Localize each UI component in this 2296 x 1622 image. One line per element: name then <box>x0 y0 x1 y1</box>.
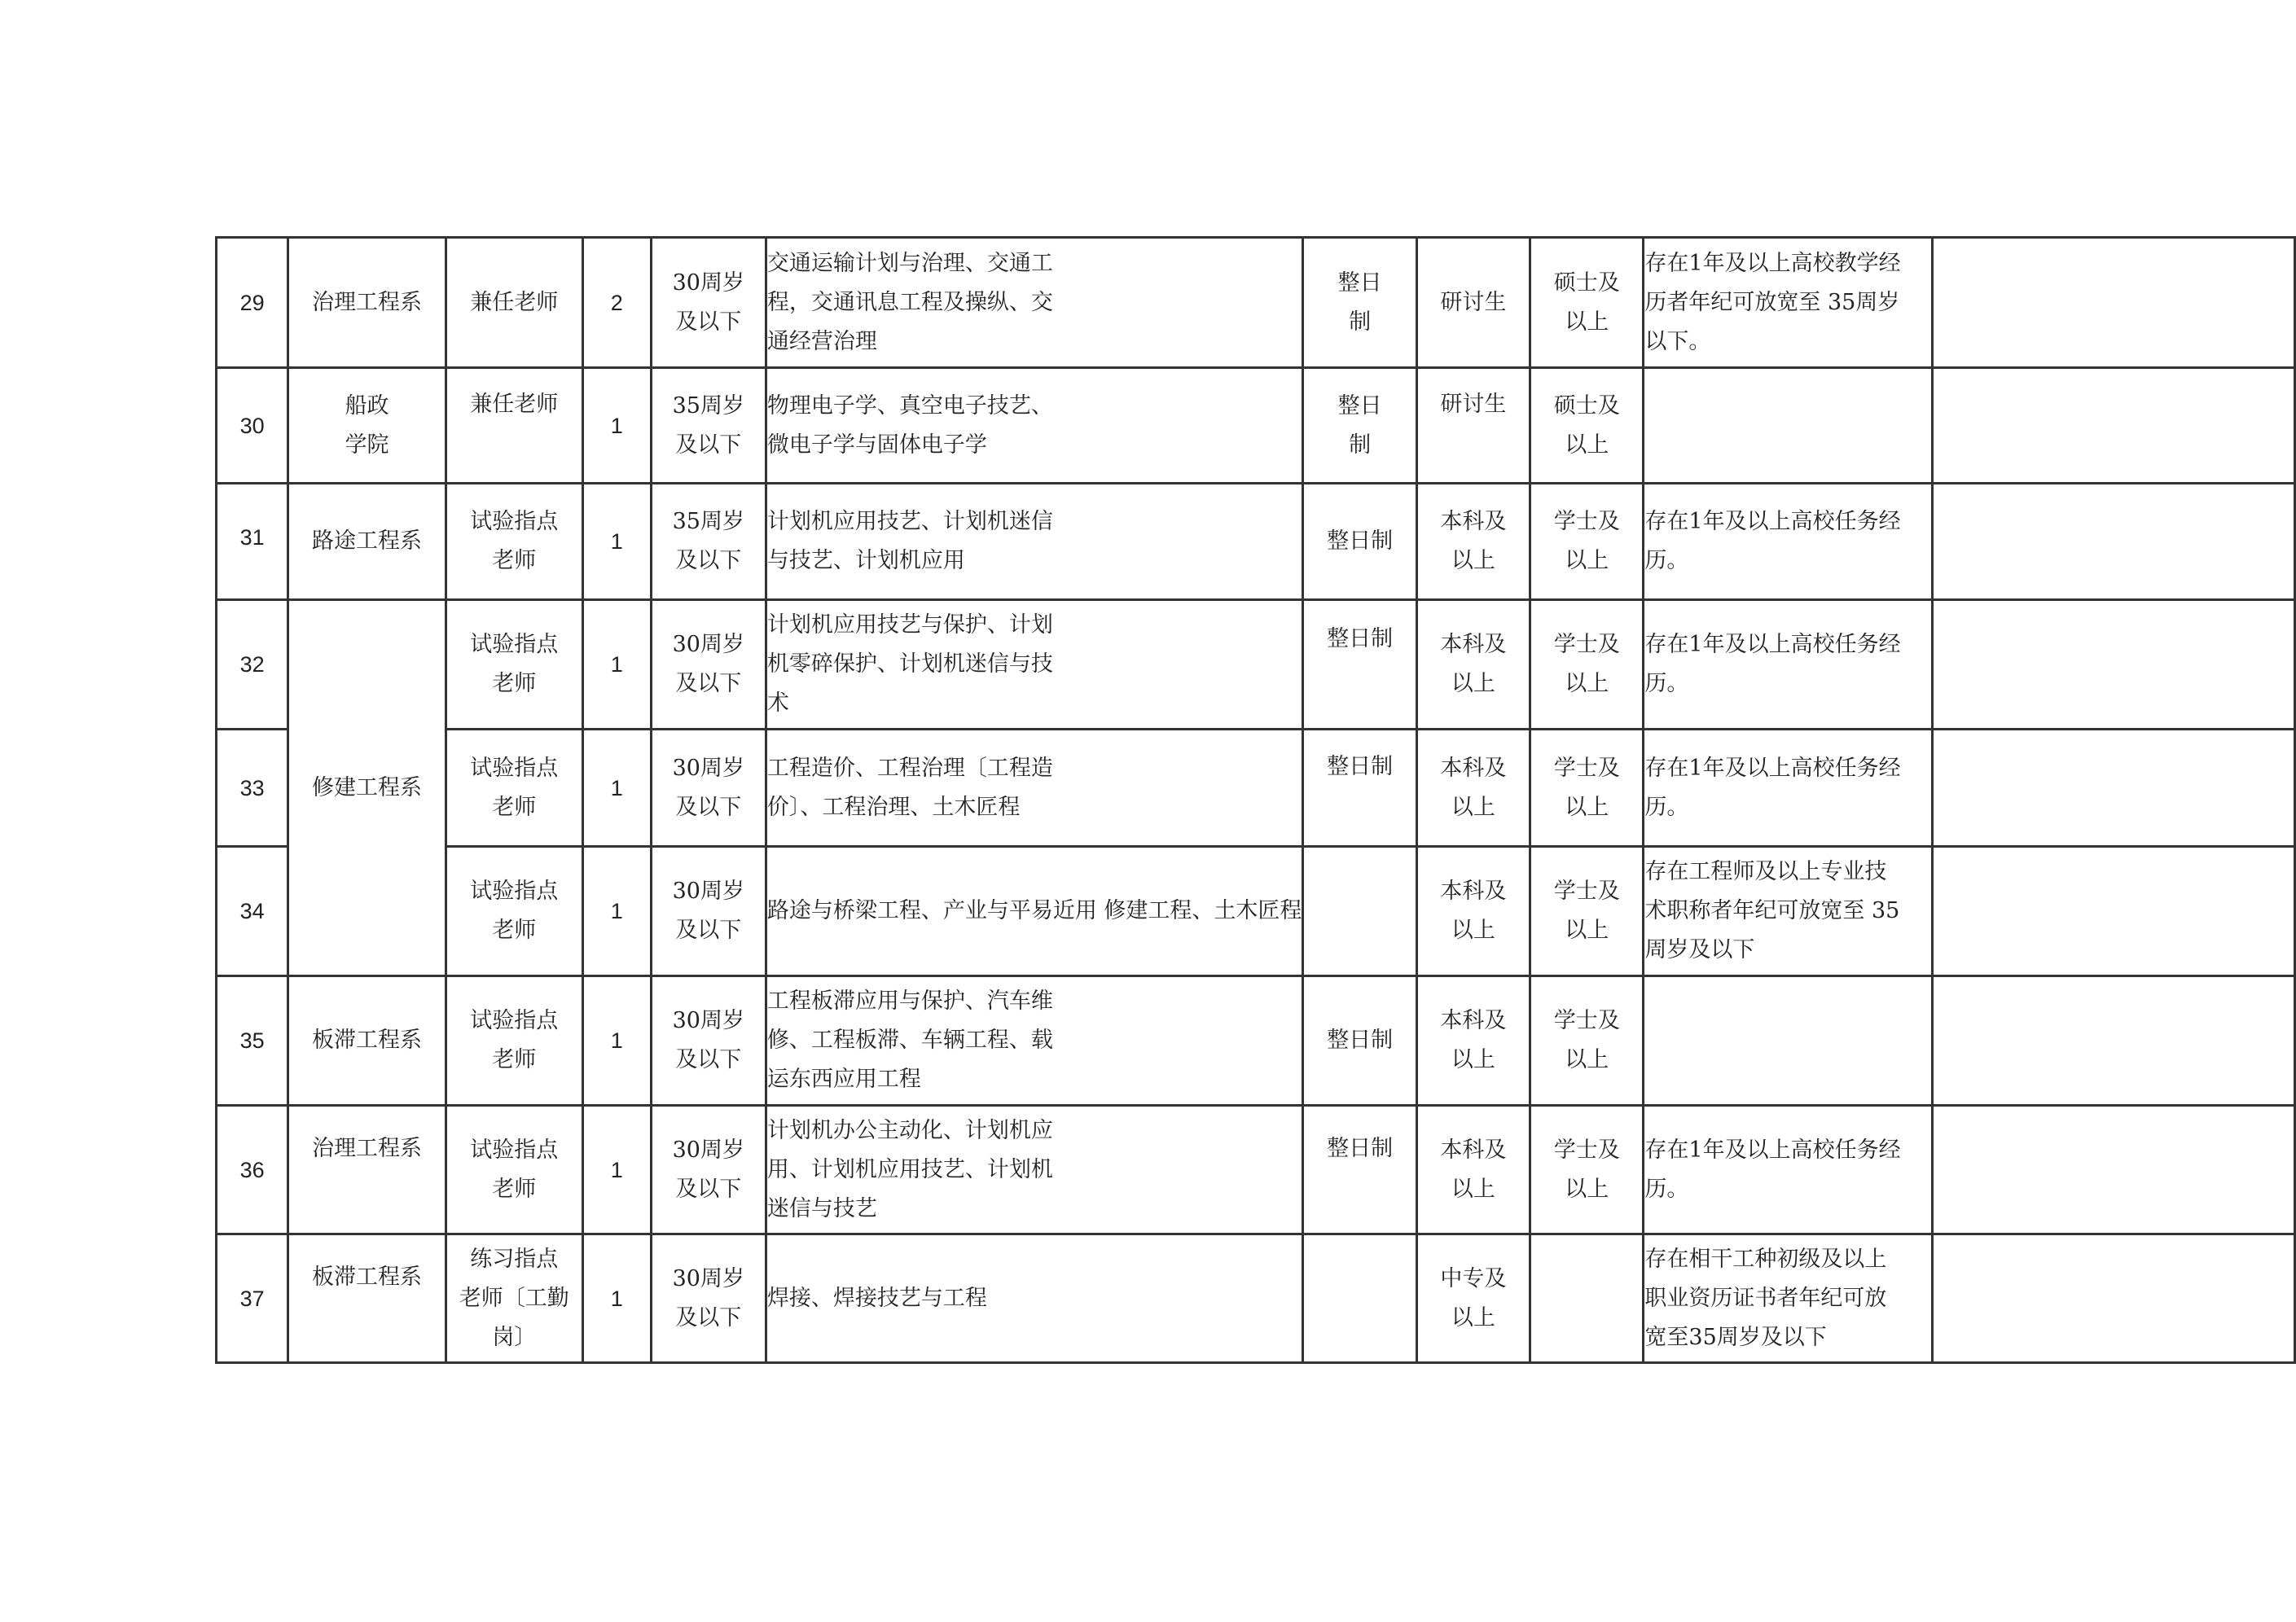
headcount-cell: 1 <box>582 847 651 976</box>
notes-cell <box>1932 600 2294 730</box>
row-number: 32 <box>217 600 288 730</box>
position-cell: 练习指点 老师〔工勤 岗〕 <box>446 1234 582 1363</box>
study-form-cell <box>1303 847 1416 976</box>
age-limit-cell: 30周岁 及以下 <box>651 1106 766 1234</box>
age-limit-cell: 30周岁 及以下 <box>651 847 766 976</box>
major-cell: 焊接、焊接技艺与工程 <box>766 1234 1303 1363</box>
degree-cell: 学士及 以上 <box>1530 847 1644 976</box>
requirements-cell: 存在1年及以上高校教学经 历者年纪可放宽至 35周岁 以下。 <box>1644 238 1932 368</box>
education-cell: 本科及 以上 <box>1416 1106 1530 1234</box>
age-limit-cell: 35周岁 及以下 <box>651 368 766 484</box>
headcount-cell: 1 <box>582 1234 651 1363</box>
row-number: 31 <box>217 484 288 600</box>
requirements-cell <box>1644 368 1932 484</box>
notes-cell <box>1932 238 2294 368</box>
degree-cell: 学士及 以上 <box>1530 730 1644 847</box>
headcount-cell: 2 <box>582 238 651 368</box>
headcount-cell: 1 <box>582 1106 651 1234</box>
table-row <box>217 238 2295 368</box>
table-row <box>217 368 2295 484</box>
major-cell: 计划机应用技艺、计划机迷信 与技艺、计划机应用 <box>766 484 1303 600</box>
age-limit-cell: 35周岁 及以下 <box>651 484 766 600</box>
major-cell: 计划机办公主动化、计划机应 用、计划机应用技艺、计划机 迷信与技艺 <box>766 1106 1303 1234</box>
age-limit-cell: 30周岁 及以下 <box>651 238 766 368</box>
table-row <box>217 1106 2295 1234</box>
position-cell: 试验指点 老师 <box>446 484 582 600</box>
major-cell: 工程造价、工程治理〔工程造 价〕、工程治理、土木匠程 <box>766 730 1303 847</box>
education-cell: 本科及 以上 <box>1416 730 1530 847</box>
major-cell: 交通运输计划与治理、交通工 程，交通讯息工程及操纵、交 通经营治理 <box>766 238 1303 368</box>
department-cell: 路途工程系 <box>288 484 446 600</box>
headcount-cell: 1 <box>582 730 651 847</box>
degree-cell: 学士及 以上 <box>1530 976 1644 1106</box>
degree-cell: 学士及 以上 <box>1530 1106 1644 1234</box>
degree-cell: 硕士及 以上 <box>1530 368 1644 484</box>
notes-cell <box>1932 1106 2294 1234</box>
table-row <box>217 1234 2295 1363</box>
education-cell: 研讨生 <box>1416 368 1530 484</box>
notes-cell <box>1932 368 2294 484</box>
age-limit-cell: 30周岁 及以下 <box>651 730 766 847</box>
education-cell: 本科及 以上 <box>1416 484 1530 600</box>
notes-cell <box>1932 847 2294 976</box>
study-form-cell: 整日制 <box>1303 600 1416 730</box>
requirements-cell: 存在1年及以上高校任务经 历。 <box>1644 484 1932 600</box>
study-form-cell: 整日制 <box>1303 976 1416 1106</box>
requirements-cell: 存在1年及以上高校任务经 历。 <box>1644 1106 1932 1234</box>
notes-cell <box>1932 976 2294 1106</box>
major-cell: 物理电子学、真空电子技艺、 微电子学与固体电子学 <box>766 368 1303 484</box>
study-form-cell: 整日 制 <box>1303 238 1416 368</box>
position-cell: 兼任老师 <box>446 238 582 368</box>
major-cell: 路途与桥梁工程、产业与平易近用 修建工程、土木匠程 <box>766 847 1303 976</box>
row-number: 34 <box>217 847 288 976</box>
study-form-cell: 整日 制 <box>1303 368 1416 484</box>
requirements-cell: 存在1年及以上高校任务经 历。 <box>1644 600 1932 730</box>
row-number: 30 <box>217 368 288 484</box>
department-cell: 治理工程系 <box>288 238 446 368</box>
recruitment-table-container <box>215 236 2296 1364</box>
row-number: 36 <box>217 1106 288 1234</box>
position-cell: 试验指点 老师 <box>446 600 582 730</box>
recruitment-table <box>215 236 2296 1364</box>
education-cell: 中专及 以上 <box>1416 1234 1530 1363</box>
degree-cell: 学士及 以上 <box>1530 484 1644 600</box>
table-row <box>217 976 2295 1106</box>
education-cell: 本科及 以上 <box>1416 976 1530 1106</box>
major-cell: 工程板滞应用与保护、汽车维 修、工程板滞、车辆工程、载 运东西应用工程 <box>766 976 1303 1106</box>
notes-cell <box>1932 730 2294 847</box>
notes-cell <box>1932 1234 2294 1363</box>
education-cell: 研讨生 <box>1416 238 1530 368</box>
position-cell: 试验指点 老师 <box>446 1106 582 1234</box>
row-number: 33 <box>217 730 288 847</box>
notes-cell <box>1932 484 2294 600</box>
headcount-cell: 1 <box>582 600 651 730</box>
headcount-cell: 1 <box>582 976 651 1106</box>
age-limit-cell: 30周岁 及以下 <box>651 1234 766 1363</box>
department-cell: 修建工程系 <box>288 600 446 976</box>
study-form-cell: 整日制 <box>1303 484 1416 600</box>
age-limit-cell: 30周岁 及以下 <box>651 976 766 1106</box>
table-row <box>217 600 2295 730</box>
requirements-cell <box>1644 976 1932 1106</box>
position-cell: 试验指点 老师 <box>446 730 582 847</box>
row-number: 29 <box>217 238 288 368</box>
requirements-cell: 存在相干工种初级及以上 职业资历证书者年纪可放 宽至35周岁及以下 <box>1644 1234 1932 1363</box>
education-cell: 本科及 以上 <box>1416 600 1530 730</box>
headcount-cell: 1 <box>582 484 651 600</box>
study-form-cell: 整日制 <box>1303 1106 1416 1234</box>
table-row <box>217 730 2295 847</box>
requirements-cell: 存在工程师及以上专业技 术职称者年纪可放宽至 35 周岁及以下 <box>1644 847 1932 976</box>
department-cell: 船政 学院 <box>288 368 446 484</box>
row-number: 37 <box>217 1234 288 1363</box>
headcount-cell: 1 <box>582 368 651 484</box>
study-form-cell <box>1303 1234 1416 1363</box>
position-cell: 兼任老师 <box>446 368 582 484</box>
department-cell: 治理工程系 <box>288 1106 446 1234</box>
row-number: 35 <box>217 976 288 1106</box>
age-limit-cell: 30周岁 及以下 <box>651 600 766 730</box>
table-row <box>217 847 2295 976</box>
position-cell: 试验指点 老师 <box>446 847 582 976</box>
degree-cell: 学士及 以上 <box>1530 600 1644 730</box>
department-cell: 板滞工程系 <box>288 976 446 1106</box>
position-cell: 试验指点 老师 <box>446 976 582 1106</box>
requirements-cell: 存在1年及以上高校任务经 历。 <box>1644 730 1932 847</box>
major-cell: 计划机应用技艺与保护、计划 机零碎保护、计划机迷信与技 术 <box>766 600 1303 730</box>
degree-cell: 硕士及 以上 <box>1530 238 1644 368</box>
table-row <box>217 484 2295 600</box>
education-cell: 本科及 以上 <box>1416 847 1530 976</box>
study-form-cell: 整日制 <box>1303 730 1416 847</box>
department-cell: 板滞工程系 <box>288 1234 446 1363</box>
degree-cell <box>1530 1234 1644 1363</box>
